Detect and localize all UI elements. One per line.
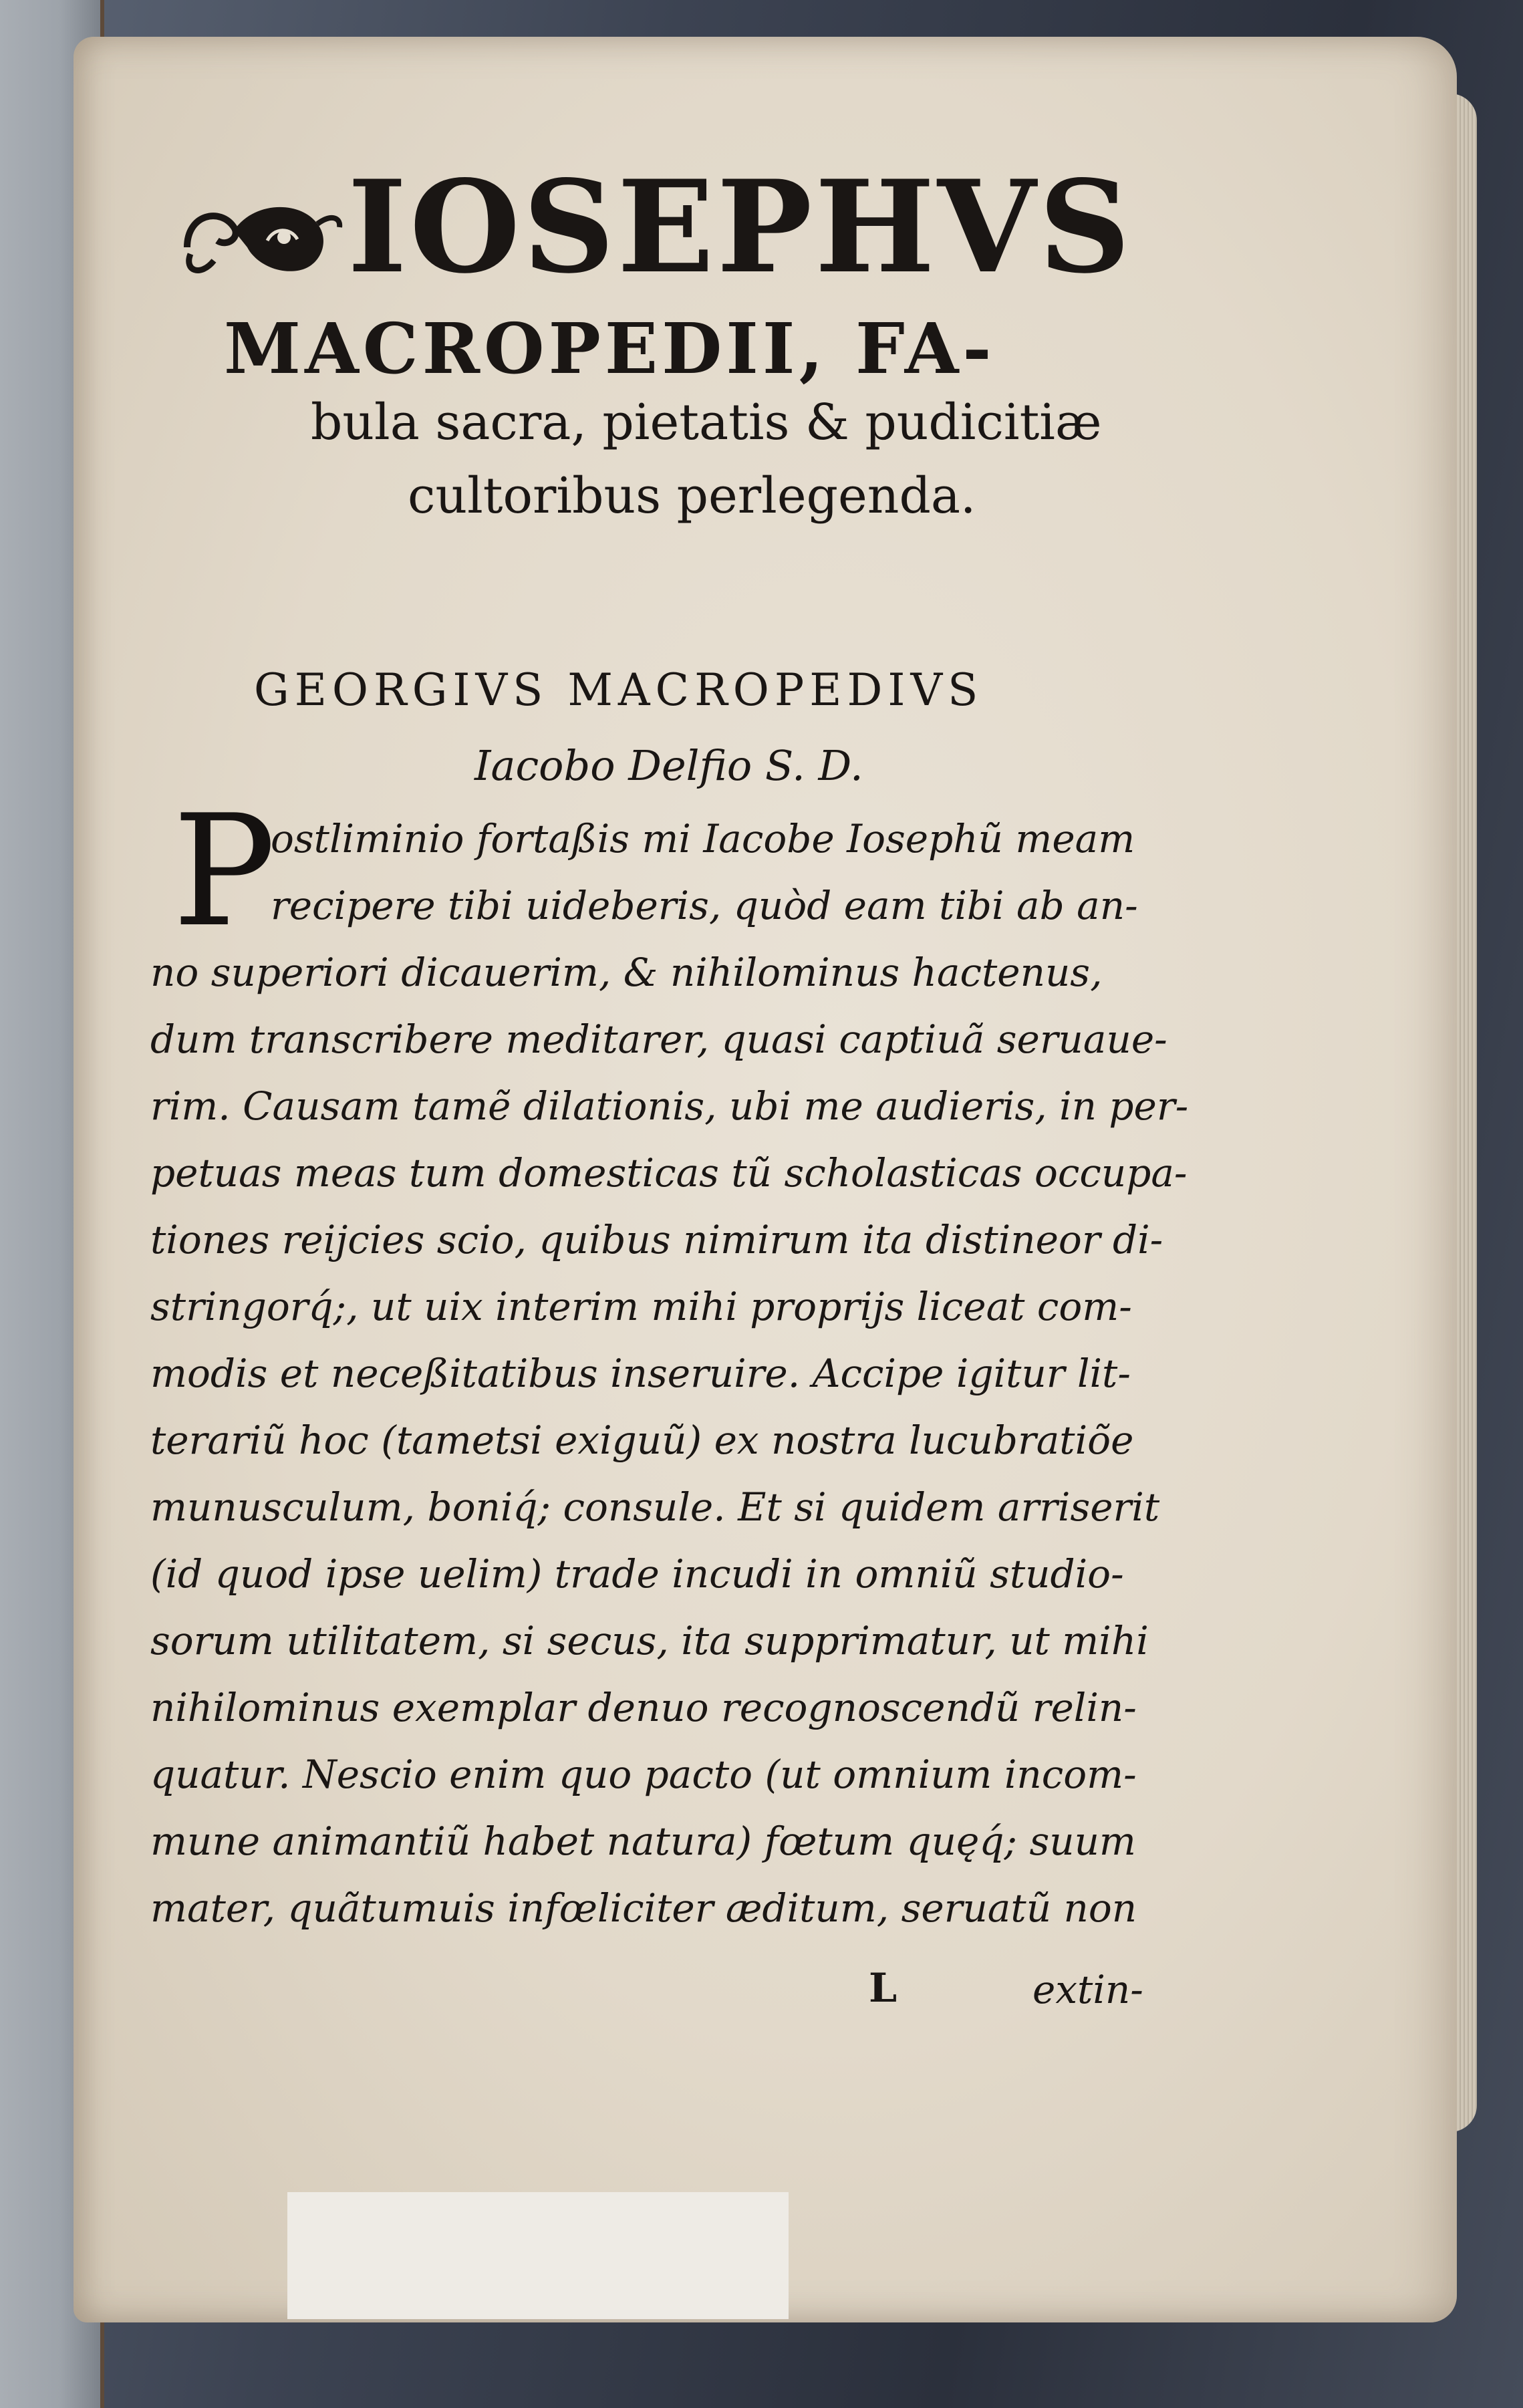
text-line: recipere tibi uideberis, quòd eam tibi ab an- (271, 883, 1138, 928)
text-line: mune animantiũ habet natura) fœtum quęq́; suum (150, 1819, 1136, 1864)
title-author-line: MACROPEDII, FA- (224, 307, 996, 390)
text-line: munusculum, boniq́; consule. Et si quidem arriserit (150, 1484, 1160, 1530)
text-line: rim. Causam tamẽ dilationis, ubi me audieris, in per- (150, 1083, 1189, 1129)
title-subtitle-line-2: cultoribus perlegenda. (408, 467, 976, 525)
text-line: sorum utilitatem, si secus, ita supprimatur, ut mihi (150, 1618, 1149, 1663)
title-row (174, 150, 1256, 304)
text-line: modis et neceßitatibus inseruire. Accipe igitur lit- (150, 1351, 1131, 1396)
text-line: (id quod ipse uelim) trade incudi in omniũ studio- (150, 1551, 1124, 1597)
text-line: ostliminio fortaßis mi Iacobe Iosephũ meam (271, 816, 1135, 861)
letter-body (150, 809, 1220, 2012)
drop-cap: P (172, 783, 276, 961)
text-line: quatur. Nescio enim quo pacto (ut omnium incom- (150, 1752, 1137, 1797)
book-title: IOSEPHVS (348, 152, 1133, 301)
text-line: petuas meas tum domesticas tũ scholasticas occupa- (150, 1150, 1188, 1196)
letter-addressee: Iacobo Delfio S. D. (474, 741, 863, 790)
text-line: tiones reijcies scio, quibus nimirum ita distineor di- (150, 1217, 1163, 1262)
text-line: stringorq́;, ut uix interim mihi proprijs liceat com- (150, 1284, 1132, 1329)
catchword: extin- (1032, 1967, 1143, 2012)
text-line: terariũ hoc (tametsi exiguũ) ex nostra lucubratiõe (150, 1418, 1134, 1463)
text-line: nihilominus exemplar denuo recognoscendũ relin- (150, 1685, 1137, 1730)
text-line: no superiori dicauerim, & nihilominus hactenus, (150, 950, 1103, 995)
letter-author: GEORGIVS MACROPEDIVS (254, 664, 984, 716)
fleuron-ornament-icon (174, 160, 348, 294)
text-line: dum transcribere meditarer, quasi captiuã seruaue- (150, 1017, 1167, 1062)
redaction-patch (287, 2192, 789, 2319)
signature-mark: L (869, 1965, 897, 2012)
title-subtitle-line: bula sacra, pietatis & pudicitiæ (311, 394, 1102, 451)
text-line: mater, quãtumuis infœliciter æditum, seruatũ non (150, 1885, 1137, 1931)
